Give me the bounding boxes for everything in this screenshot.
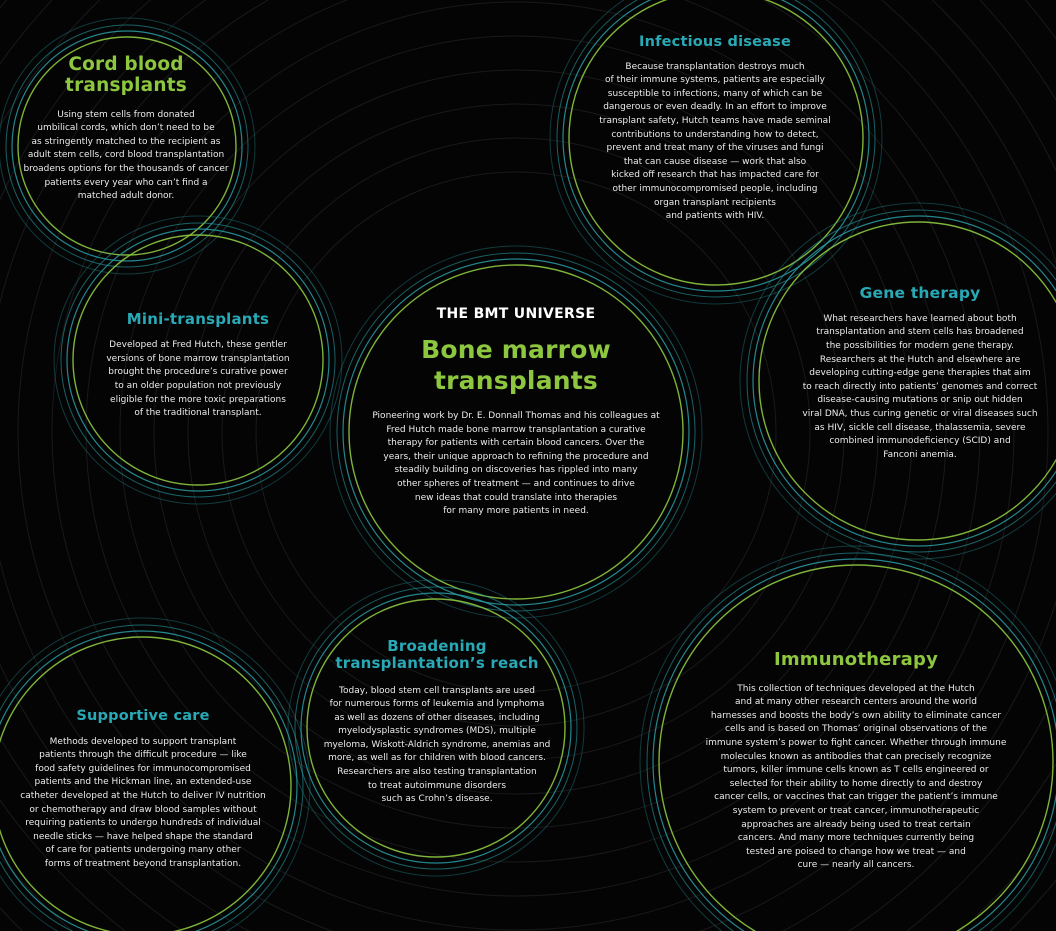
center-body: Pioneering work by Dr. E. Donnall Thomas and his colleagues at Fred Hutch made bone marrow transplantation a curative therapy for patients with certain blood cancers. Over the years, their unique approach to refining the procedure and steadily building on discoveries has rippled into many other spheres of treatment — and continues to drive new ideas that could translate into therapies for many more patients in need.	[372, 411, 660, 517]
node-mini-transplants	[92, 311, 304, 421]
node-supportive-care	[0, 708, 292, 872]
node-body: Developed at Fred Hutch, these gentler versions of bone marrow transplantation brought the procedure’s curative power to an older population not previously eligible for the more toxic preparations of the traditional transplant.	[106, 340, 290, 419]
node-title: Supportive care	[76, 708, 210, 724]
node-cord-blood	[20, 54, 232, 204]
node-body: Methods developed to support transplant patients through the difficult procedure — like food safety guidelines for immunocompromised patients and the Hickman line, an extended-use catheter developed at the Hutch to deliver IV nutrition or chemotherapy and draw blood samples without requiring patients to undergo hundreds of individual needle sticks — have helped shape the standard of care for patients undergoing many other forms of treatment beyond transplantation.	[20, 736, 266, 870]
node-title: Cord blood transplants	[65, 54, 187, 97]
node-body: Because transplantation destroys much of their immune systems, patients are especially susceptible to infections, many of which can be dangerous or even deadly. In an effort to improve transplant safety, Hutch teams have made seminal contributions to understanding how to detect, prevent and treat many of the viruses and fungi that can cause disease — work that also kicked off research that has impacted care for other immunocompromised people, including organ transplant recipients and patients with HIV.	[599, 61, 831, 222]
node-body: Using stem cells from donated umbilical cords, which don’t need to be as stringently matched to the recipient as adult stem cells, cord blood transplantation broadens options for the thousands of cancer patients every year who can’t find a matched adult donor.	[23, 109, 229, 202]
node-broadening-reach	[292, 638, 582, 807]
node-body: Today, blood stem cell transplants are used for numerous forms of leukemia and lymphoma as well as dozens of other diseases, including myelodysplastic syndromes (MDS), multiple myeloma, Wiskott-Aldrich syndrome, anemias and more, as well as for children with blood cancers. Researchers are also testing transplantation to treat autoimmune disorders such as Crohn’s disease.	[323, 685, 551, 805]
node-infectious-disease	[570, 34, 860, 224]
eyebrow-label: THE BMT UNIVERSE	[436, 306, 596, 322]
center-title: Bone marrow transplants	[421, 335, 611, 395]
node-gene-therapy	[778, 285, 1056, 462]
node-body: This collection of techniques developed at the Hutch and at many other research centers around the world harnesses and boosts the body’s own ability to eliminate cancer cells and is based on Thomas’ original observations of the immune system’s power to fight cancer. Whether through immune molecules known as antibodies that can precisely recognize tumors, killer immune cells known as T cells engineered or selected for their ability to home directly to and destroy cancer cells, or vaccines that can trigger the patient’s immune system to prevent or treat cancer, immunotherapeutic approaches are already being used to treat certain cancers. And many more techniques currently being tested are poised to change how we treat — and cure — nearly all cancers.	[705, 683, 1007, 871]
node-title: Immunotherapy	[773, 649, 939, 670]
node-title: Mini-transplants	[126, 310, 270, 328]
node-bone-marrow-center	[351, 306, 681, 519]
node-title: Broadening transplantation’s reach	[335, 637, 539, 673]
node-title: Gene therapy	[859, 284, 981, 302]
node-title: Infectious disease	[639, 34, 791, 50]
node-body: What researchers have learned about both transplantation and stem cells has broadened the possibilities for modern gene therapy. Researchers at the Hutch and elsewhere are developing cutting-edge gene therapies that aim to reach directly into patients’ genomes and correct disease-causing mutations or snip out hidden viral DNA, thus curing genetic or viral diseases such as HIV, sickle cell disease, thalassemia, severe combined immunodeficiency (SCID) and Fanconi anemia.	[802, 313, 1038, 460]
node-immunotherapy	[694, 650, 1018, 873]
